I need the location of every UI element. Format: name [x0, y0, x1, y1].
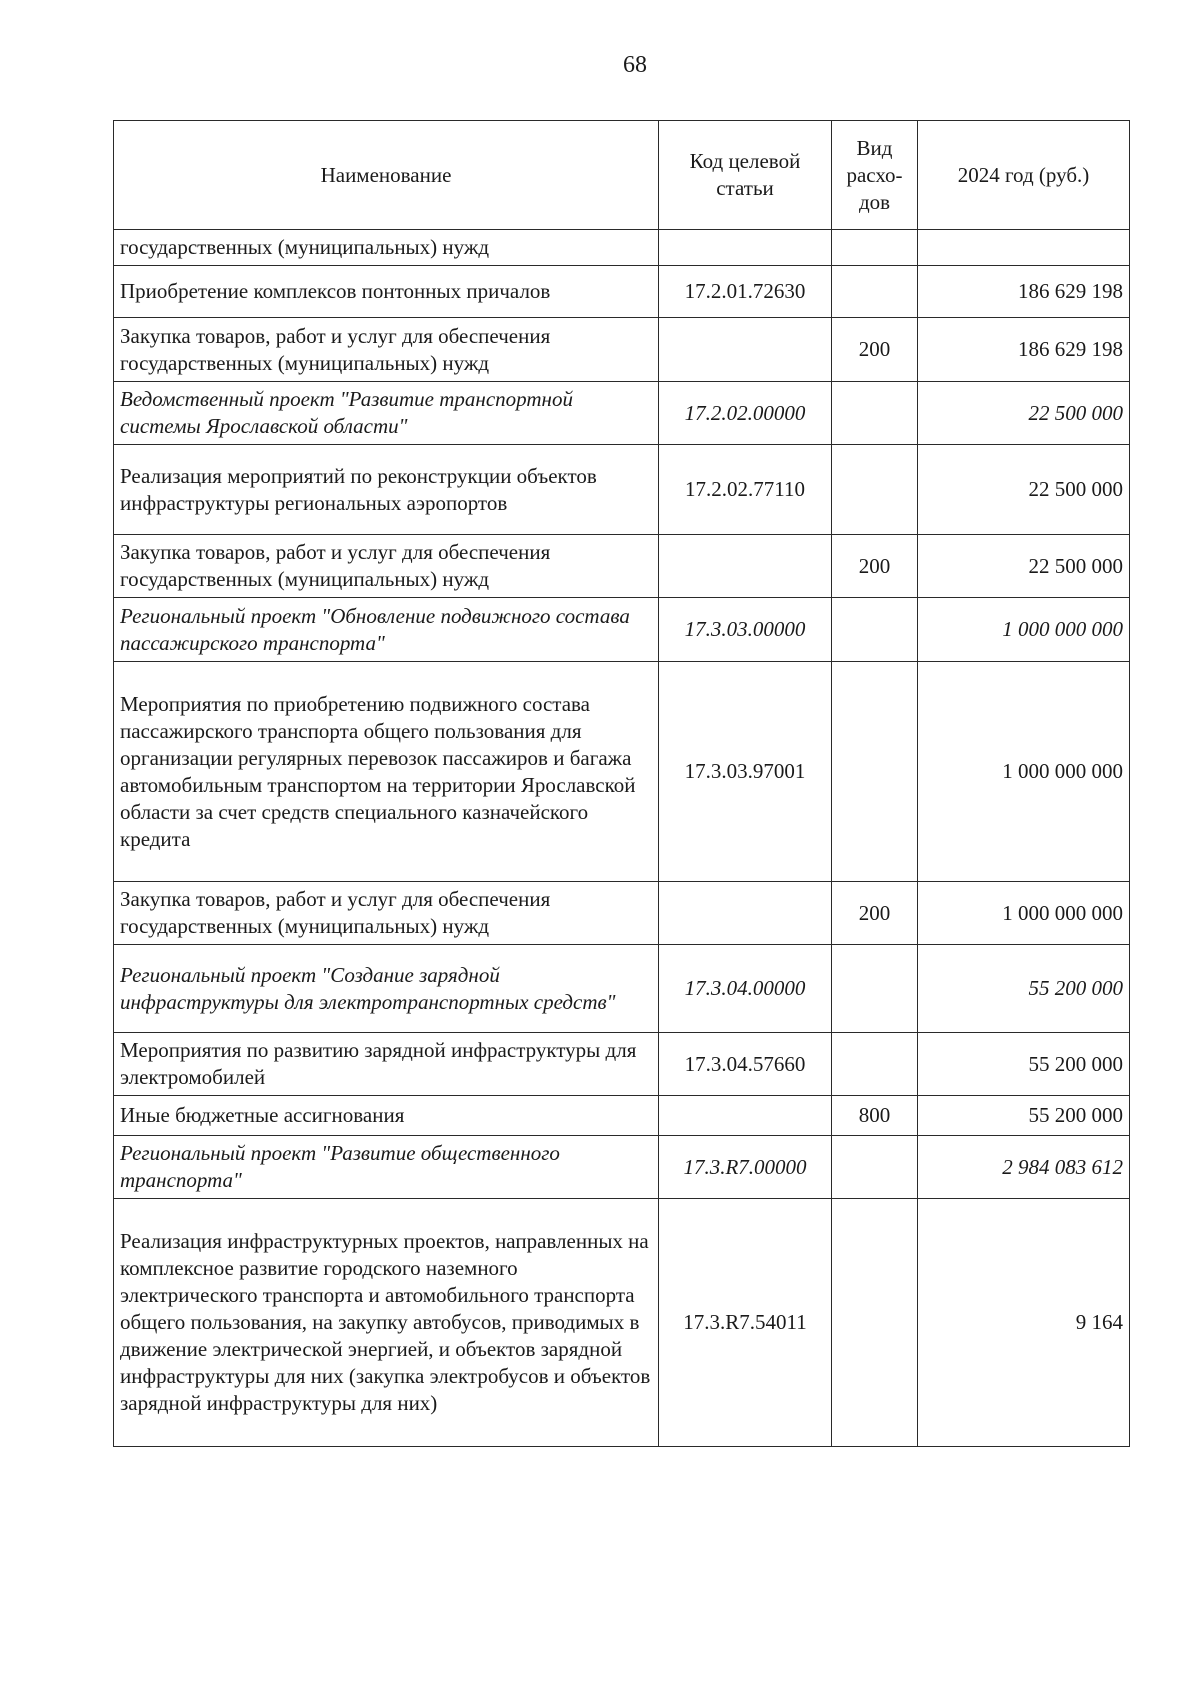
row-code-cell: [659, 1096, 832, 1136]
row-sum-cell: 22 500 000: [918, 382, 1130, 445]
budget-table: [113, 120, 1130, 1447]
row-name-cell: Мероприятия по развитию зарядной инфраструктуры для электромобилей: [114, 1033, 659, 1096]
row-code-cell: 17.3.03.97001: [659, 662, 832, 882]
row-code-cell: 17.2.02.00000: [659, 382, 832, 445]
row-name-cell: Иные бюджетные ассигнования: [114, 1096, 659, 1136]
page-number: 68: [623, 52, 647, 78]
row-code-cell: [659, 230, 832, 266]
row-sum-cell: 55 200 000: [918, 1033, 1130, 1096]
row-code-cell: 17.2.01.72630: [659, 266, 832, 318]
row-sum-cell: 186 629 198: [918, 266, 1130, 318]
row-sum-cell: 1 000 000 000: [918, 598, 1130, 662]
header-code: Код целевой статьи: [659, 121, 832, 230]
row-sum-cell: 1 000 000 000: [918, 882, 1130, 945]
table-row: [114, 1136, 1130, 1199]
table-row: [114, 882, 1130, 945]
row-name-cell: Ведомственный проект "Развитие транспортной системы Ярославской области": [114, 382, 659, 445]
header-sum: 2024 год (руб.): [918, 121, 1130, 230]
row-kind-cell: [832, 445, 918, 535]
row-name-cell: Приобретение комплексов понтонных причалов: [114, 266, 659, 318]
row-sum-cell: 2 984 083 612: [918, 1136, 1130, 1199]
row-kind-cell: [832, 945, 918, 1033]
table-row: [114, 598, 1130, 662]
table-header-row: [114, 121, 1130, 230]
table-row: [114, 1033, 1130, 1096]
row-name-cell: Региональный проект "Обновление подвижного состава пассажирского транспорта": [114, 598, 659, 662]
table-row: [114, 266, 1130, 318]
table-row: [114, 1199, 1130, 1447]
row-kind-cell: [832, 598, 918, 662]
header-kind: Вид расхо-дов: [832, 121, 918, 230]
row-name-cell: Мероприятия по приобретению подвижного состава пассажирского транспорта общего пользования для организации регулярных перевозок пассажиров и багажа автомобильным транспортом на территории Ярославской области за счет средств специального казначейского кредита: [114, 662, 659, 882]
table-row: [114, 382, 1130, 445]
row-code-cell: 17.2.02.77110: [659, 445, 832, 535]
row-kind-cell: 200: [832, 882, 918, 945]
table-row: [114, 535, 1130, 598]
row-name-cell: государственных (муниципальных) нужд: [114, 230, 659, 266]
row-code-cell: 17.3.R7.00000: [659, 1136, 832, 1199]
row-kind-cell: 200: [832, 318, 918, 382]
row-code-cell: 17.3.04.00000: [659, 945, 832, 1033]
row-sum-cell: 22 500 000: [918, 535, 1130, 598]
row-name-cell: Реализация инфраструктурных проектов, направленных на комплексное развитие городского наземного электрического транспорта и автомобильного транспорта общего пользования, на закупку автобусов, приводимых в движение электрической энергией, и объектов зарядной инфраструктуры для них (закупка электробусов и объектов зарядной инфраструктуры для них): [114, 1199, 659, 1447]
table-row: [114, 945, 1130, 1033]
row-kind-cell: [832, 1199, 918, 1447]
row-kind-cell: [832, 1136, 918, 1199]
row-sum-cell: 55 200 000: [918, 1096, 1130, 1136]
row-kind-cell: [832, 662, 918, 882]
table-row: [114, 230, 1130, 266]
row-name-cell: Региональный проект "Развитие общественного транспорта": [114, 1136, 659, 1199]
row-code-cell: 17.3.04.57660: [659, 1033, 832, 1096]
row-sum-cell: 9 164: [918, 1199, 1130, 1447]
row-sum-cell: [918, 230, 1130, 266]
table-row: [114, 662, 1130, 882]
row-sum-cell: 186 629 198: [918, 318, 1130, 382]
row-kind-cell: 200: [832, 535, 918, 598]
row-code-cell: [659, 535, 832, 598]
header-name: Наименование: [114, 121, 659, 230]
row-name-cell: Региональный проект "Создание зарядной инфраструктуры для электротранспортных средств": [114, 945, 659, 1033]
row-kind-cell: 800: [832, 1096, 918, 1136]
row-code-cell: [659, 882, 832, 945]
row-sum-cell: 22 500 000: [918, 445, 1130, 535]
row-kind-cell: [832, 230, 918, 266]
table-row: [114, 318, 1130, 382]
row-kind-cell: [832, 1033, 918, 1096]
row-code-cell: 17.3.R7.54011: [659, 1199, 832, 1447]
row-kind-cell: [832, 382, 918, 445]
row-sum-cell: 1 000 000 000: [918, 662, 1130, 882]
row-name-cell: Закупка товаров, работ и услуг для обеспечения государственных (муниципальных) нужд: [114, 535, 659, 598]
row-kind-cell: [832, 266, 918, 318]
row-sum-cell: 55 200 000: [918, 945, 1130, 1033]
table-row: [114, 445, 1130, 535]
row-name-cell: Закупка товаров, работ и услуг для обеспечения государственных (муниципальных) нужд: [114, 882, 659, 945]
row-code-cell: 17.3.03.00000: [659, 598, 832, 662]
table-row: [114, 1096, 1130, 1136]
row-name-cell: Реализация мероприятий по реконструкции объектов инфраструктуры региональных аэропортов: [114, 445, 659, 535]
row-name-cell: Закупка товаров, работ и услуг для обеспечения государственных (муниципальных) нужд: [114, 318, 659, 382]
row-code-cell: [659, 318, 832, 382]
